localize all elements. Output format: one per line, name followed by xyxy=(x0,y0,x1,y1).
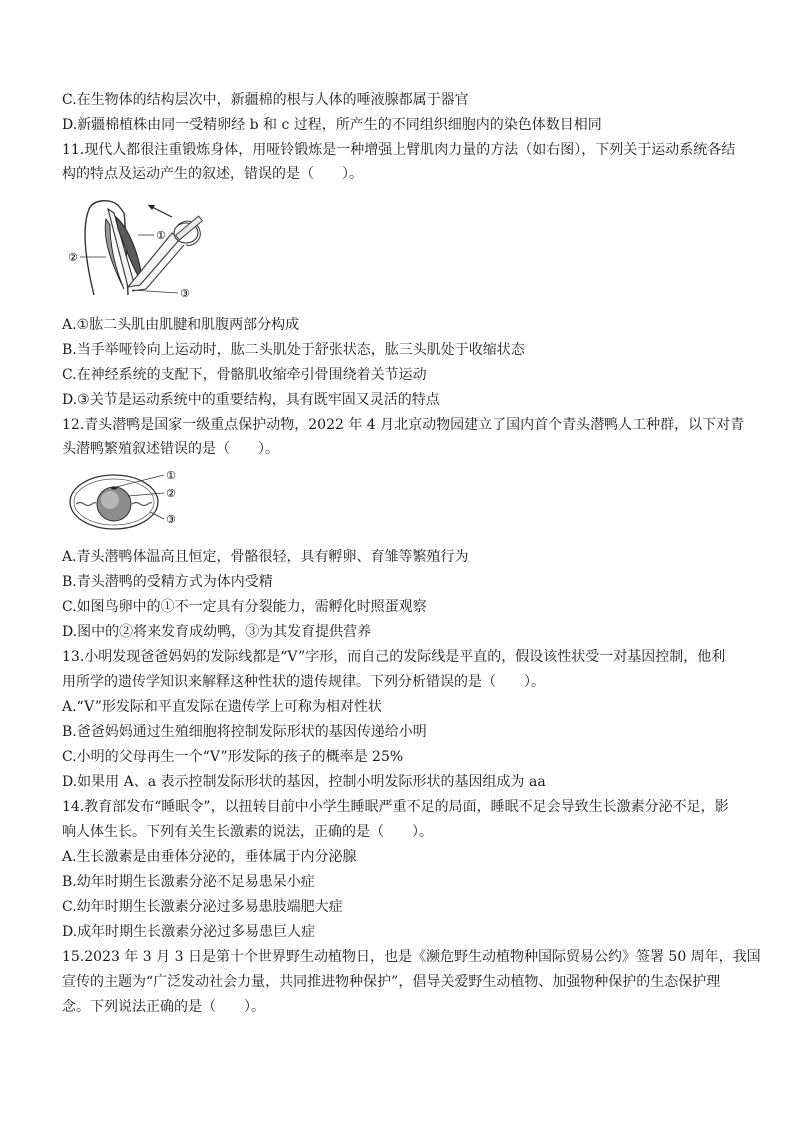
q11-option-b: B.当手举哑铃向上运动时，肱二头肌处于舒张状态，肱三头肌处于收缩状态 xyxy=(62,342,525,358)
q11-arm-figure xyxy=(62,195,212,305)
q11-option-d: D.③关节是运动系统中的重要结构，具有既牢固又灵活的特点 xyxy=(62,392,440,408)
arm-muscle-diagram xyxy=(62,195,212,305)
q15-stem-line-3: 念。下列说法正确的是（ ）。 xyxy=(62,999,265,1015)
q14-option-d: D.成年时期生长激素分泌过多易患巨人症 xyxy=(62,924,316,940)
q12-option-b: B.青头潜鸭的受精方式为体内受精 xyxy=(62,574,273,590)
q14-option-b: B.幼年时期生长激素分泌不足易患呆小症 xyxy=(62,874,315,890)
q14-option-a: A.生长激素是由垂体分泌的，垂体属于内分泌腺 xyxy=(62,849,357,865)
q13-option-b: B.爸爸妈妈通过生殖细胞将控制发际形状的基因传递给小明 xyxy=(62,724,427,740)
egg-label-1: ① xyxy=(166,469,176,482)
q15-stem-line-2: 宣传的主题为“广泛发动社会力量，共同推进物种保护”，倡导关爱野生动植物、加强物种保护的生态保护理 xyxy=(62,974,721,990)
q14-stem-line-1: 14.教育部发布“睡眠令”，以扭转目前中小学生睡眠严重不足的局面，睡眠不足会导致生长激素分泌不足，影 xyxy=(62,799,729,815)
q14-option-c: C.幼年时期生长激素分泌过多易患肢端肥大症 xyxy=(62,899,343,915)
arm-label-1: ① xyxy=(156,229,166,242)
q11-stem-line-2: 构的特点及运动产生的叙述，错误的是（ ）。 xyxy=(62,166,363,182)
q12-option-c: C.如图鸟卵中的①不一定具有分裂能力，需孵化时照蛋观察 xyxy=(62,599,427,615)
q10-option-d: D.新疆棉植株由同一受精卵经 b 和 c 过程，所产生的不同组织细胞内的染色体数目相同 xyxy=(62,117,602,133)
q11-stem-line-1: 11.现代人都很注重锻炼身体，用哑铃锻炼是一种增强上臂肌肉力量的方法（如右图），下列关于运动系统各结 xyxy=(62,142,736,158)
arm-label-3: ③ xyxy=(180,287,190,300)
q14-stem-line-2: 响人体生长。下列有关生长激素的说法，正确的是（ ）。 xyxy=(62,824,433,840)
q12-option-d: D.图中的②将来发育成幼鸭，③为其发育提供营养 xyxy=(62,624,372,640)
q13-option-a: A.“V”形发际和平直发际在遗传学上可称为相对性状 xyxy=(62,699,382,715)
q12-stem-line-2: 头潜鸭繁殖叙述错误的是（ ）。 xyxy=(62,441,279,457)
q10-option-c: C.在生物体的结构层次中，新疆棉的根与人体的唾液腺都属于器官 xyxy=(62,92,469,108)
q13-option-c: C.小明的父母再生一个“V”形发际的孩子的概率是 25% xyxy=(62,749,404,765)
q11-option-c: C.在神经系统的支配下，骨骼肌收缩牵引骨围绕着关节运动 xyxy=(62,367,427,383)
q11-option-a: A.①肱二头肌由肌腱和肌腹两部分构成 xyxy=(62,317,300,333)
q12-option-a: A.青头潜鸭体温高且恒定，骨骼很轻，具有孵卵、育雏等繁殖行为 xyxy=(62,549,469,565)
arm-label-2: ② xyxy=(68,251,78,264)
egg-label-2: ② xyxy=(166,487,176,500)
q12-egg-figure xyxy=(68,466,188,538)
q13-option-d: D.如果用 A、a 表示控制发际形状的基因，控制小明发际形状的基因组成为 aa xyxy=(62,774,546,790)
q12-stem-line-1: 12.青头潜鸭是国家一级重点保护动物，2022 年 4 月北京动物园建立了国内首个青头潜鸭人工种群，以下对青 xyxy=(62,417,745,433)
q13-stem-line-1: 13.小明发现爸爸妈妈的发际线都是“V”字形，而自己的发际线是平直的，假设该性状受一对基因控制，他利 xyxy=(62,649,726,665)
q15-stem-line-1: 15.2023 年 3 月 3 日是第十个世界野生动植物日，也是《濒危野生动植物种国际贸易公约》签署 50 周年，我国 xyxy=(62,949,761,965)
egg-label-3: ③ xyxy=(166,513,176,526)
q13-stem-line-2: 用所学的遗传学知识来解释这种性状的遗传规律。下列分析错误的是（ ）。 xyxy=(62,674,545,690)
bird-egg-diagram xyxy=(68,466,188,538)
